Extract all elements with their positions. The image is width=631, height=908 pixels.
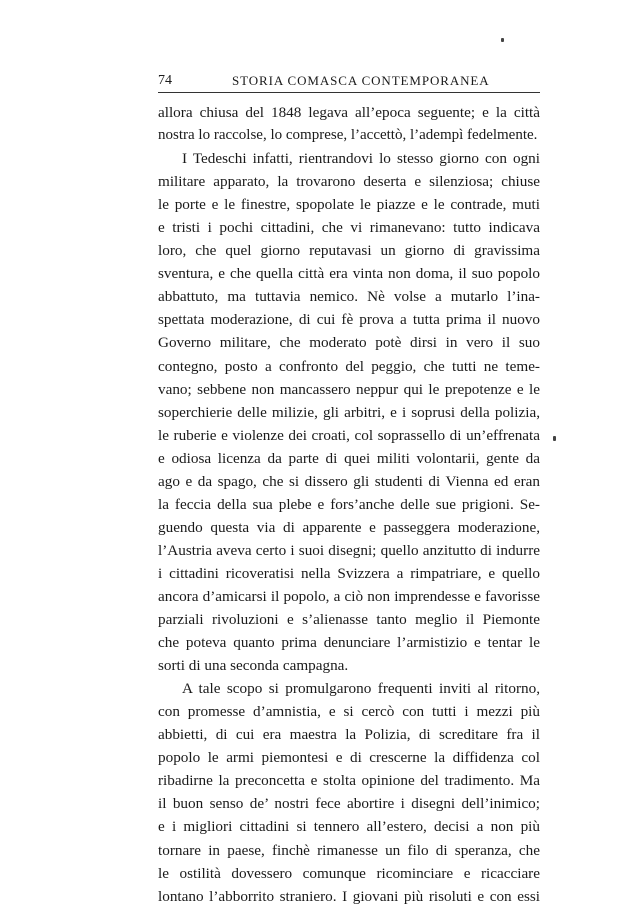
text-line: spettata moderazione, di cui fè prova a tutta prima il nuovo (158, 311, 540, 329)
text-line: soperchierie delle milizie, gli arbitri, e i soprusi della polizia, (158, 403, 540, 421)
text-line: l’Austria aveva certo i suoi disegni; quello anzitutto di indurre (158, 541, 540, 559)
text-line: nostra lo raccolse, lo comprese, l’accettò, l’adempì fedelmente. (158, 127, 538, 144)
text-line: I Tedeschi infatti, rientrandovi lo stesso giorno con ogni (182, 150, 540, 168)
text-line: allora chiusa del 1848 legava all’epoca seguente; e la città (158, 104, 540, 121)
text-line: e tristi i pochi cittadini, che vi rimanevano: tutto indicava (158, 219, 540, 237)
text-line: le ostilità dovessero comunque ricominciare e ricacciare (158, 864, 540, 882)
text-line: loro, che quel giorno reputavasi un giorno di gravissima (158, 242, 540, 260)
text-line: e i migliori cittadini si tennero all’estero, decisi a non più (158, 818, 540, 836)
text-line: abbietti, di cui era maestra la Polizia, di screditare fra il (158, 726, 540, 744)
text-line: guendo questa via di apparente e passeggera moderazione, (158, 518, 540, 536)
header-rule (158, 92, 540, 93)
text-line: Governo militare, che moderato potè dirsi in vero il suo (158, 334, 540, 352)
text-line: con promesse d’amnistia, e si cercò con tutti i mezzi più (158, 703, 540, 721)
text-line: i cittadini ricoveratisi nella Svizzera a rimpatriare, e quello (158, 564, 540, 582)
text-line: ancora d’amicarsi il popolo, a ciò non imprendesse e favorisse (158, 587, 540, 605)
scan-speck (553, 436, 556, 441)
running-title: STORIA COMASCA CONTEMPORANEA (232, 73, 490, 88)
text-line: ribadirne la preconcetta e stolta opinione del tradimento. Ma (158, 772, 540, 790)
text-line: ago e da spago, che si dissero gli studenti di Vienna ed eran (158, 472, 540, 490)
text-line: le porte e le finestre, spopolate le piazze e le contrade, muti (158, 196, 540, 214)
page-header (158, 71, 540, 91)
text-line: e odiosa licenza da parte di quei militi volontarii, gente da (158, 449, 540, 467)
text-line: che poteva quanto prima denunciare l’armistizio e tentar le (158, 634, 540, 652)
text-line: A tale scopo si promulgarono frequenti inviti al ritorno, (182, 680, 540, 698)
text-line: popolo le armi piemontesi e di crescerne la diffidenza col (158, 749, 540, 767)
text-line: militare apparato, la trovarono deserta e silenziosa; chiuse (158, 173, 540, 191)
scan-speck (501, 38, 504, 42)
text-line: le ruberie e violenze dei croati, col soprassello di un’effrenata (158, 426, 540, 444)
text-line: la feccia della sua plebe e fors’anche delle sue prigioni. Se- (158, 495, 540, 513)
page-number: 74 (158, 73, 172, 88)
text-line: tornare in paese, finchè rimanesse un filo di speranza, che (158, 841, 540, 859)
text-line: vano; sebbene non mancassero neppur qui le prepotenze e le (158, 380, 540, 398)
text-line: abbattuto, ma tuttavia nemico. Nè volse a mutarlo l’ina- (158, 288, 540, 306)
body-text (158, 101, 540, 908)
text-line: contegno, posto a confronto del peggio, che tutti ne teme- (158, 357, 540, 375)
text-line: sorti di una seconda campagna. (158, 657, 349, 675)
text-line: lontano l’abborrito straniero. I giovani più risoluti e con essi (158, 887, 540, 905)
text-line: parziali rivoluzioni e s’alienasse tanto meglio il Piemonte (158, 611, 540, 629)
text-line: il buon senso de’ nostri fece abortire i disegni dell’inimico; (158, 795, 540, 813)
text-line: sventura, e che quella città era vinta non doma, il suo popolo (158, 265, 540, 283)
